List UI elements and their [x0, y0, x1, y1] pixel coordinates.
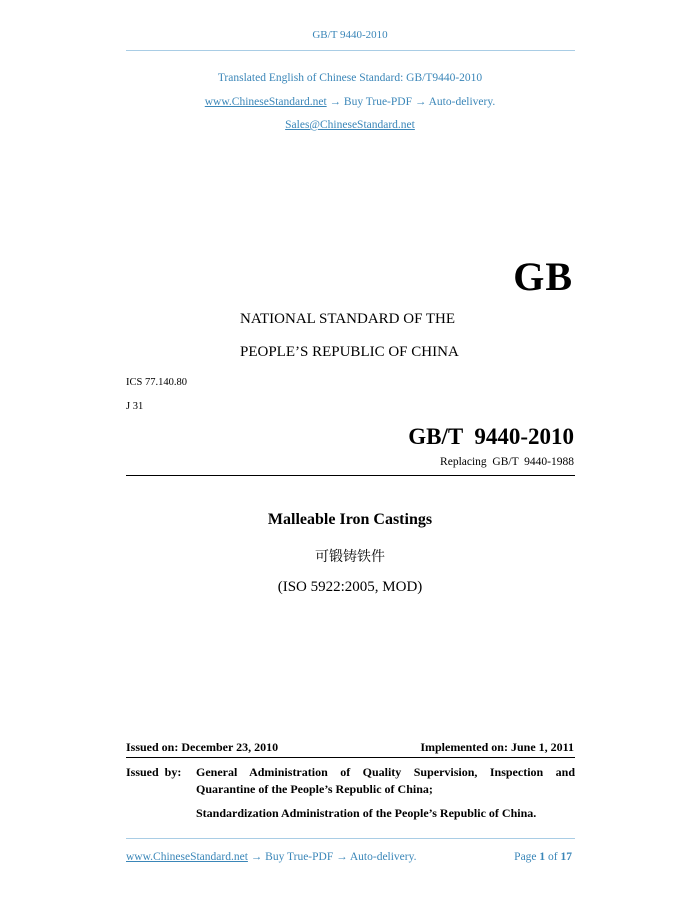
replacing-note: Replacing GB/T 9440-1988 — [440, 456, 574, 468]
national-standard-line-1: NATIONAL STANDARD OF THE — [240, 311, 456, 327]
promo-auto-text: Auto-delivery. — [428, 96, 496, 108]
header-divider — [126, 50, 575, 51]
issuer-1-line-2: Quarantine of the People’s Republic of China; — [196, 782, 433, 796]
standard-number: GB/T 9440-2010 — [408, 424, 574, 449]
footer-links-line — [126, 851, 417, 863]
national-standard-line-2: PEOPLE’S REPUBLIC OF CHINA — [240, 344, 459, 360]
issued-on: Issued on: December 23, 2010 — [126, 740, 279, 754]
footer-auto-text: Auto-delivery. — [349, 851, 417, 863]
footer-divider — [126, 838, 575, 839]
promo-buy-text: Buy True-PDF — [343, 96, 412, 108]
arrow-icon: → — [336, 851, 348, 863]
promo-email-link[interactable]: Sales@ChineseStandard.net — [285, 119, 415, 131]
promo-links-line — [0, 96, 700, 108]
iso-reference: (ISO 5922:2005, MOD) — [277, 579, 423, 595]
running-header-title: GB/T 9440-2010 — [312, 29, 388, 41]
promo-email-line — [0, 119, 700, 131]
issuer-2: Standardization Administration of the People’s Republic of China. — [196, 806, 537, 820]
implemented-on: Implemented on: June 1, 2011 — [420, 740, 574, 754]
arrow-icon: → — [250, 851, 263, 863]
arrow-icon: → — [414, 96, 427, 108]
issuer-1-line-1: General Administration of Quality Supervision, Inspection and — [196, 765, 575, 779]
page-total: 17 — [560, 851, 572, 863]
issued-by-label: Issued by: — [126, 765, 182, 779]
arrow-icon: → — [329, 96, 342, 108]
page-current: 1 — [539, 851, 546, 863]
title-chinese: 可锻铸铁件 — [315, 549, 385, 565]
footer-site-link[interactable]: www.ChineseStandard.net — [126, 851, 248, 863]
page-label: Page — [514, 851, 537, 863]
title-divider — [126, 475, 575, 476]
ics-code: ICS 77.140.80 — [126, 377, 187, 388]
title-english: Malleable Iron Castings — [267, 511, 433, 528]
footer-buy-text: Buy True-PDF — [265, 851, 334, 863]
promo-site-link[interactable]: www.ChineseStandard.net — [204, 96, 327, 108]
gb-logo: GB — [513, 254, 573, 299]
promo-translation-line: Translated English of Chinese Standard: GB/T9440-2010 — [217, 72, 483, 84]
page-of: of — [548, 851, 558, 863]
ccs-code: J 31 — [126, 401, 144, 412]
issue-divider — [126, 757, 575, 758]
page-indicator — [514, 851, 572, 863]
